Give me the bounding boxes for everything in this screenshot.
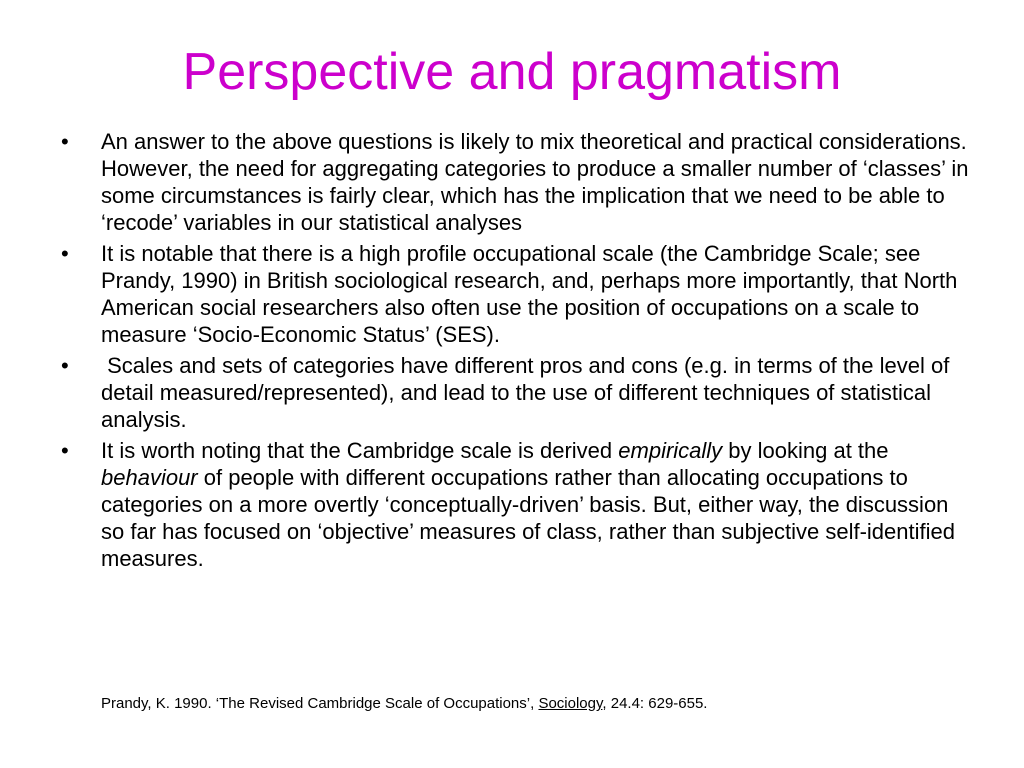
bullet-text: It is notable that there is a high profile occupational scale (the Cambridge Scale; see Prandy, 1990) in British sociological research, and, perhaps more importantly, that North American social researchers also often use the position of occupations on a scale to measure ‘Socio-Economic Status’ (SES). [101,241,958,347]
bullet-text-segment: It is worth noting that the Cambridge scale is derived [101,438,619,463]
bullet-text: An answer to the above questions is likely to mix theoretical and practical considerations. However, the need for aggregating categories to produce a smaller number of ‘classes’ in some circumstances is fairly clear, which has the implication that we need to be able to ‘recode’ variables in our statistical analyses [101,129,969,235]
bullet-list [50,128,970,576]
bullet-icon: • [61,438,69,463]
bullet-item-4 [50,437,970,572]
bullet-text [101,437,970,572]
bullet-item-1 [50,128,970,236]
slide-title: Perspective and pragmatism [182,43,842,101]
bullet-text: Scales and sets of categories have different pros and cons (e.g. in terms of the level of detail measured/represented), and lead to the use of different techniques of statistical analysis. [101,353,956,432]
reference-prefix: Prandy, K. 1990. ‘The Revised Cambridge Scale of Occupations’, [101,695,539,712]
reference-journal: Sociology [538,695,603,712]
reference-suffix: , 24.4: 629-655. [602,695,708,712]
emphasis-behaviour: behaviour [101,465,198,490]
bullet-text-segment: of people with different occupations rather than allocating occupations to categories on a more overtly ‘conceptually-driven’ basis. But, either way, the discussion so far has focused on ‘objective’ measures of class, rather than subjective self-identified measures. [101,465,955,571]
bullet-text-segment: by looking at the [722,438,889,463]
bullet-icon: • [61,241,69,266]
bullet-item-3 [50,352,970,433]
reference-citation [101,694,981,714]
bullet-icon: • [61,353,69,378]
bullet-icon: • [61,129,69,154]
bullet-item-2 [50,240,970,348]
emphasis-empirically: empirically [618,438,723,463]
